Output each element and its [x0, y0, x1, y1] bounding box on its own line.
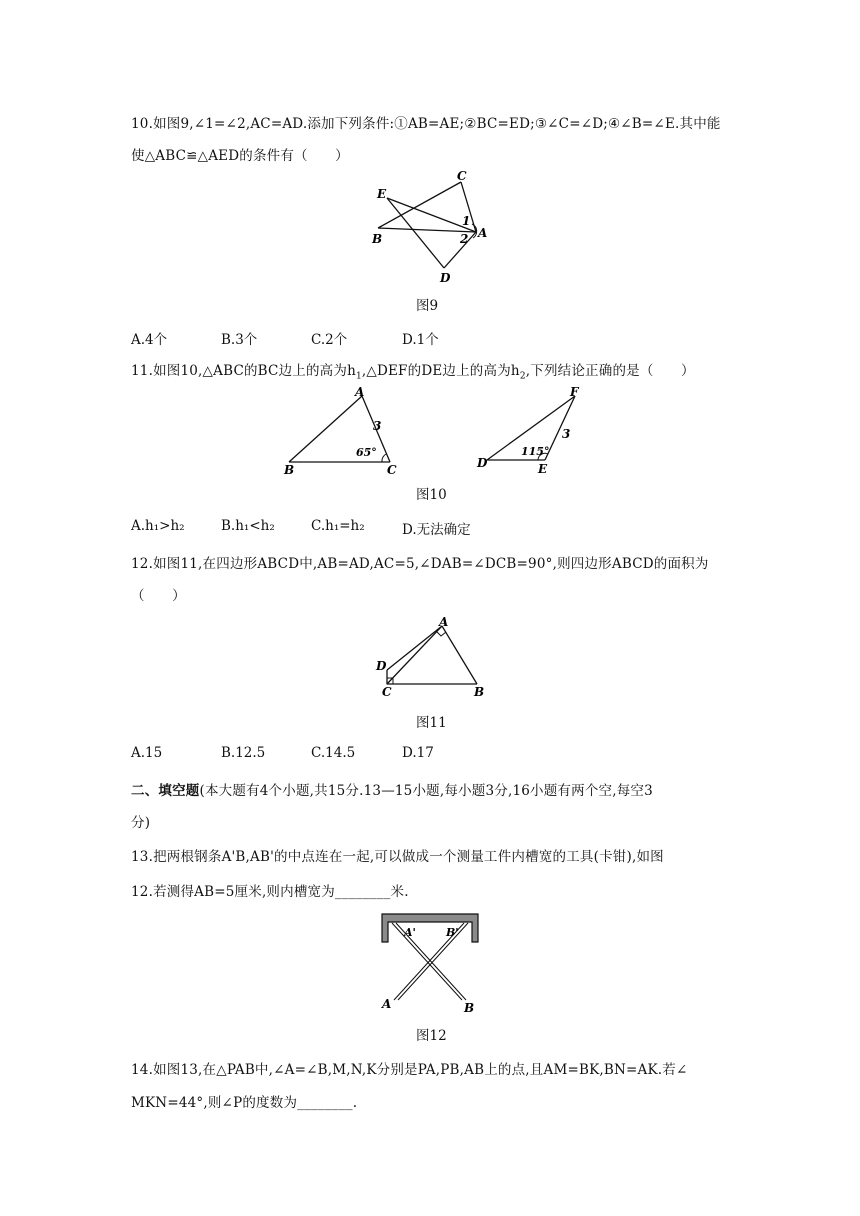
q11-text — [131, 359, 695, 382]
q11-option-a: A.h₁>h₂ — [131, 518, 185, 534]
q13-text-line1: 13.把两根钢条A'B,AB'的中点连在一起,可以做成一个测量工件内槽宽的工具(卡钳),如图 — [131, 849, 664, 865]
label-a: A — [478, 226, 488, 240]
label-b-prime: B' — [446, 926, 459, 939]
q11-sub1: 1 — [355, 371, 362, 382]
q10-option-b: B.3个 — [221, 332, 258, 348]
right-angle-a — [436, 631, 446, 636]
label-d: D — [477, 456, 488, 470]
figure-11-caption: 图11 — [416, 715, 447, 731]
label-3-left: 3 — [373, 419, 382, 433]
label-1: 1 — [462, 214, 471, 228]
section2-heading: 二、填空题 — [131, 783, 200, 799]
segment-ab — [442, 626, 477, 684]
figure-10-caption: 图10 — [416, 487, 447, 503]
q11-option-b: B.h₁<h₂ — [221, 518, 275, 534]
q12-text-line1: 12.如图11,在四边形ABCD中,AB=AD,AC=5,∠DAB=∠DCB=90°,则四边形ABCD的面积为 — [131, 556, 709, 572]
label-3-right: 3 — [562, 427, 571, 441]
label-115: 115° — [521, 445, 550, 458]
q10-text-line1: 10.如图9,∠1=∠2,AC=AD.添加下列条件:①AB=AE;②BC=ED;③∠C=∠D;④∠B=∠E.其中能 — [131, 116, 721, 132]
label-e: E — [538, 462, 548, 476]
section2-header — [131, 779, 653, 799]
label-c: C — [457, 170, 467, 183]
q13-text-line2: 12.若测得AB=5厘米,则内槽宽为________米. — [131, 884, 409, 900]
label-b: B — [284, 463, 295, 476]
q12-option-d: D.17 — [402, 745, 434, 761]
label-b: B — [474, 685, 485, 698]
q12-text-line2: （ ） — [131, 588, 186, 604]
label-a-prime: A' — [404, 926, 416, 939]
figure-9-caption: 图9 — [416, 298, 439, 314]
segment-ca — [387, 626, 442, 684]
segment-ef — [545, 396, 575, 460]
label-e: E — [377, 187, 387, 201]
label-c: C — [387, 463, 397, 476]
q10-text-line2: 使△ABC≌△AED的条件有（ ） — [131, 148, 349, 164]
section2-desc2: 分) — [131, 815, 151, 831]
q11-text-suffix: ,下列结论正确的是（ ） — [525, 363, 695, 379]
label-a: A — [382, 997, 392, 1011]
label-a: A — [439, 615, 449, 629]
label-d: D — [376, 659, 387, 673]
q14-text-line1: 14.如图13,在△PAB中,∠A=∠B,M,N,K分别是PA,PB,AB上的点,且AM=BK,BN=AK.若∠ — [131, 1062, 688, 1078]
figure-10 — [270, 384, 600, 476]
q12-option-c: C.14.5 — [311, 745, 356, 761]
figure-12 — [372, 908, 486, 1014]
q10-option-d: D.1个 — [402, 332, 439, 348]
label-d: D — [440, 271, 451, 285]
q14-text-line2: MKN=44°,则∠P的度数为________. — [131, 1095, 358, 1111]
segment-da — [387, 626, 442, 670]
figure-9 — [360, 170, 500, 288]
q11-text-prefix: 11.如图10,△ABC的BC边上的高为h — [131, 363, 356, 379]
q11-option-c: C.h₁=h₂ — [311, 518, 365, 534]
q12-option-a: A.15 — [131, 745, 163, 761]
q12-option-b: B.12.5 — [221, 745, 266, 761]
q11-sub2: 2 — [519, 371, 526, 382]
figure-11 — [370, 614, 500, 698]
label-b: B — [464, 1001, 475, 1014]
label-2: 2 — [460, 232, 469, 246]
figure-12-caption: 图12 — [416, 1028, 447, 1044]
q11-option-d: D.无法确定 — [402, 522, 471, 538]
angle-65-mark — [382, 454, 386, 462]
label-f: F — [570, 385, 579, 399]
q10-option-c: C.2个 — [311, 332, 348, 348]
label-b: B — [372, 232, 383, 246]
q10-option-a: A.4个 — [131, 332, 168, 348]
label-a: A — [355, 385, 365, 399]
segment-ba — [289, 396, 362, 462]
label-65: 65° — [356, 446, 377, 459]
q11-text-mid: ,△DEF的DE边上的高为h — [361, 363, 520, 379]
section2-desc1: (本大题有4个小题,共15分.13—15小题,每小题3分,16小题有两个空,每空3 — [199, 783, 653, 799]
label-c: C — [382, 685, 392, 698]
